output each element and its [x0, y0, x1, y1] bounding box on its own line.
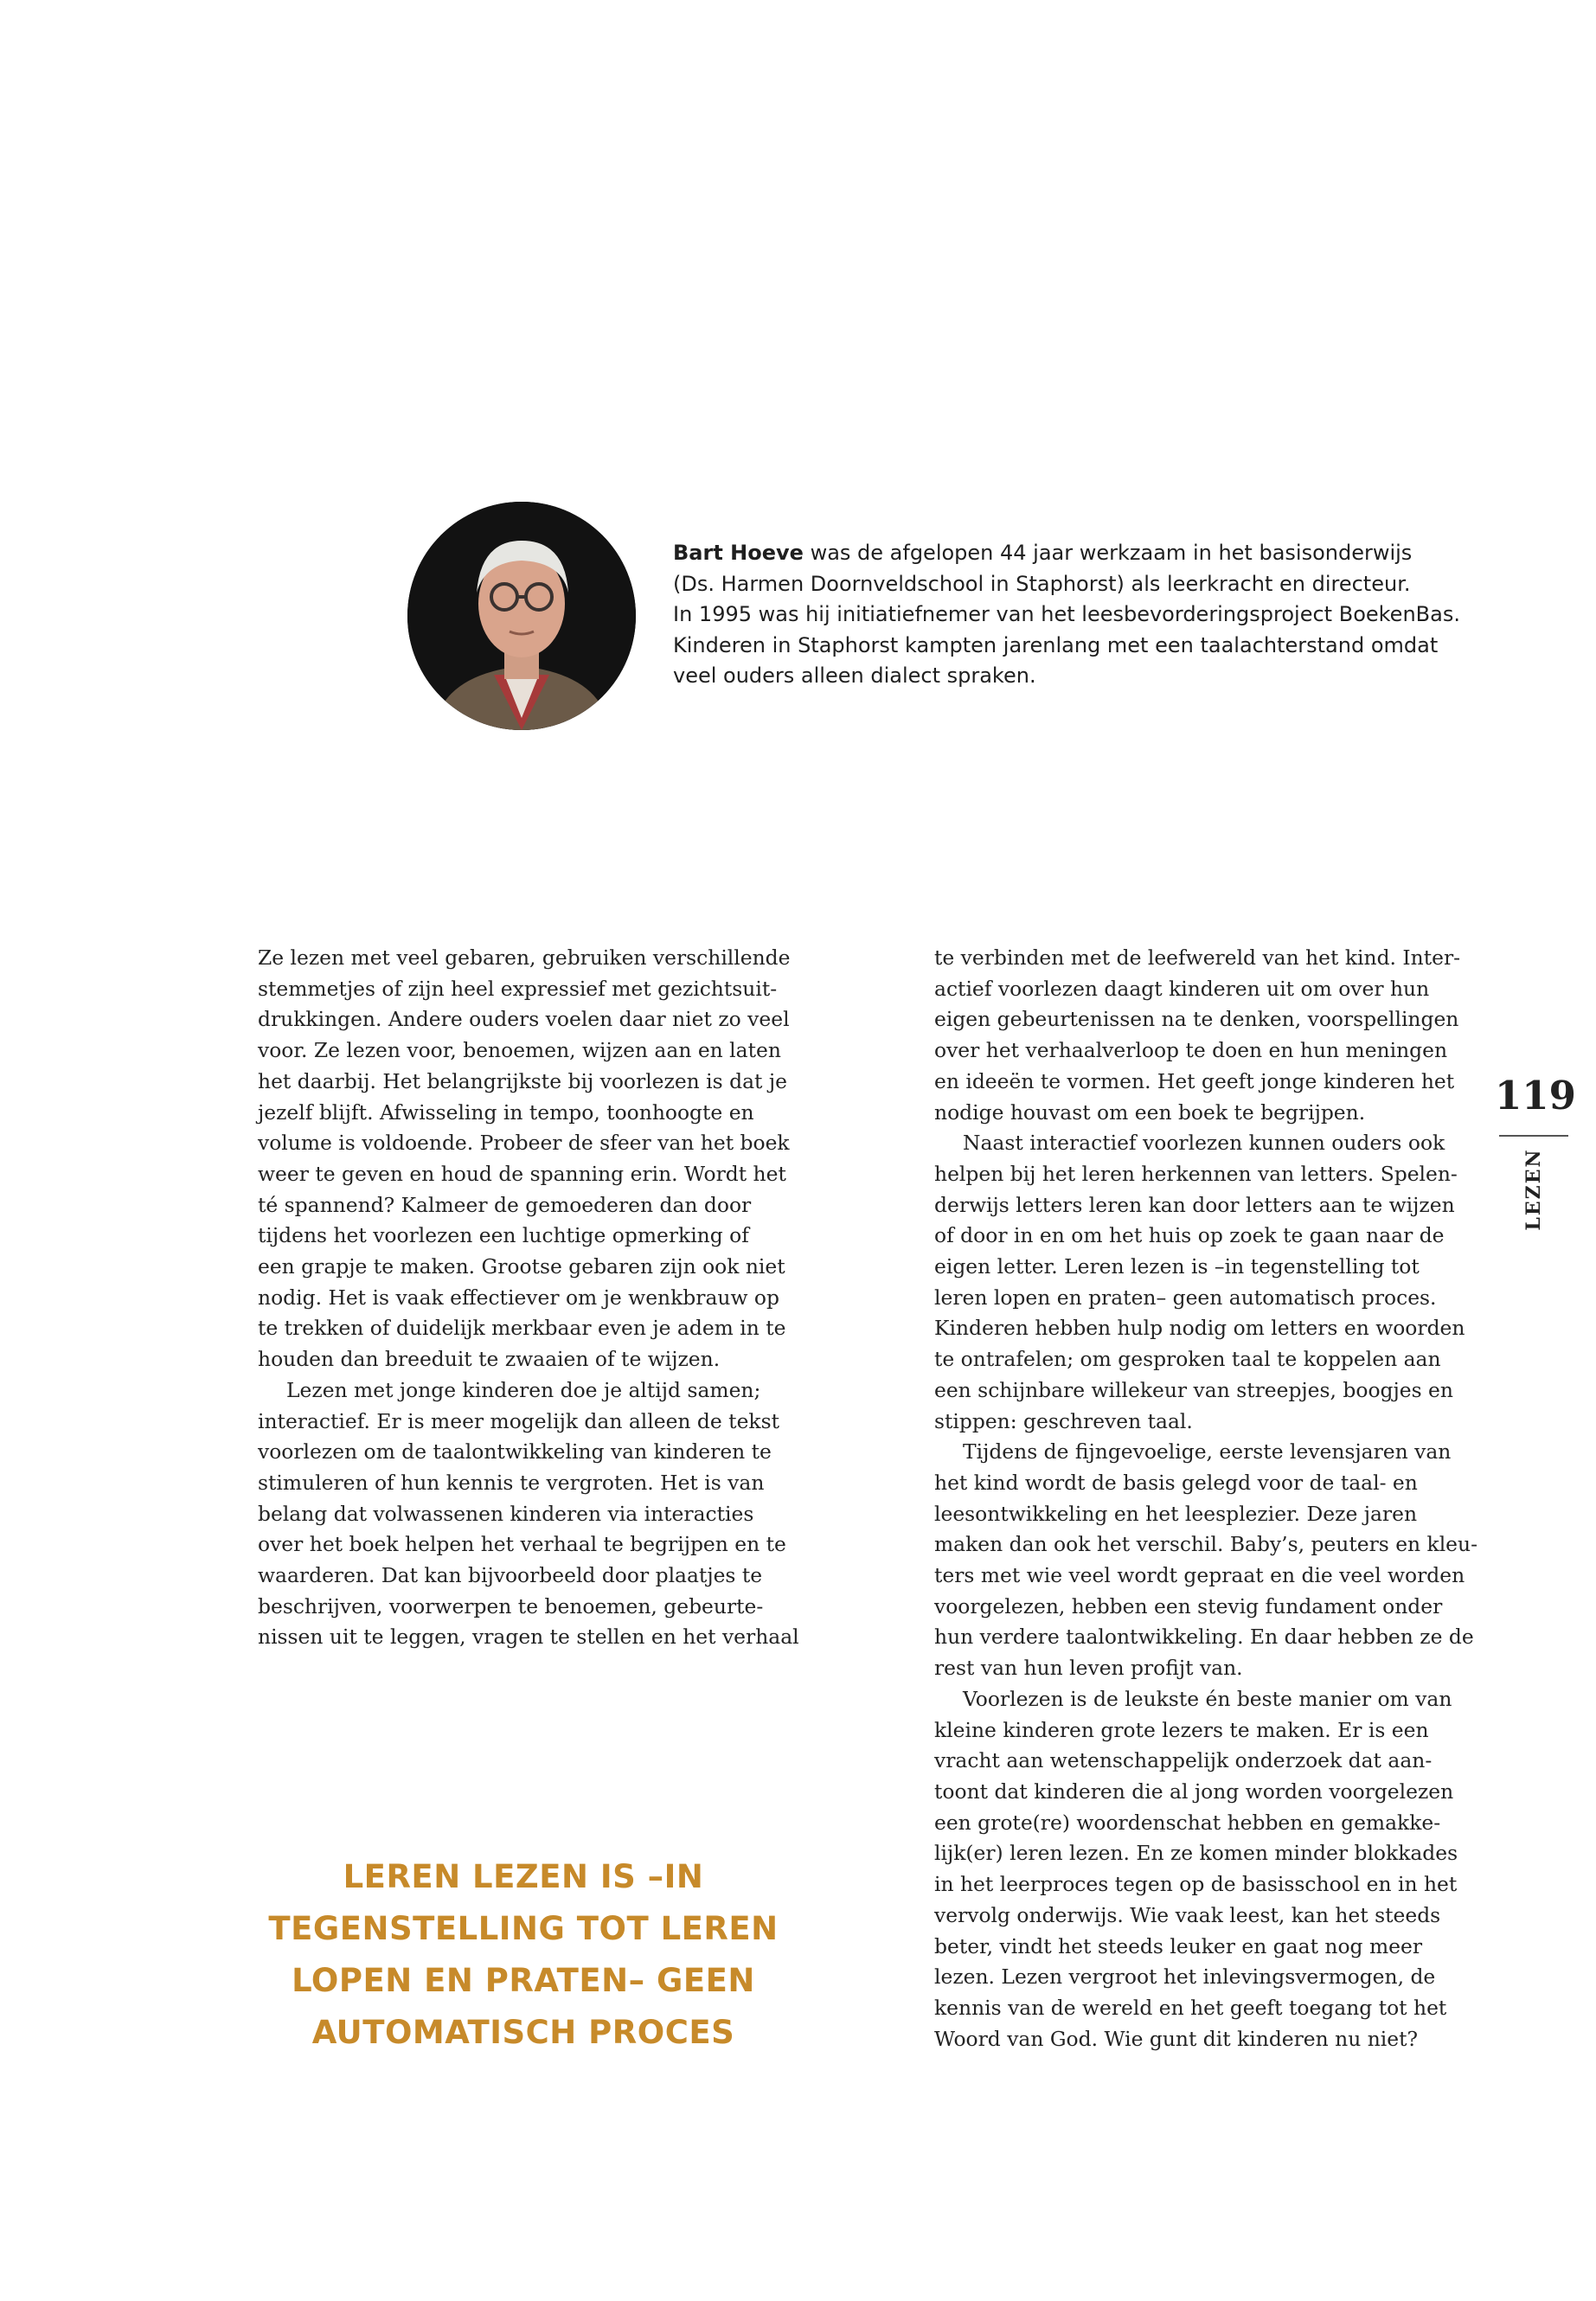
bio-line: Kinderen in Staphorst kampten jarenlang met een taalachterstand omdat — [673, 632, 1439, 657]
text-line: actief voorlezen daagt kinderen uit om over hun — [934, 976, 1430, 1001]
text-line: nissen uit te leggen, vragen te stellen en het verhaal — [258, 1625, 799, 1650]
text-line: interactief. Er is meer mogelijk dan alleen de tekst — [258, 1408, 780, 1433]
text-line: en ideeën te vormen. Het geeft jonge kinderen het — [934, 1068, 1455, 1093]
text-line: waarderen. Dat kan bijvoorbeeld door plaatjes te — [258, 1563, 763, 1588]
text-line: nodige houvast om een boek te begrijpen. — [934, 1099, 1366, 1125]
text-line: eigen gebeurtenissen na te denken, voorspellingen — [934, 1007, 1459, 1032]
text-line: leesontwikkeling en het leesplezier. Deze jaren — [934, 1501, 1418, 1526]
text-line: rest van hun leven profijt van. — [934, 1656, 1243, 1681]
text-line: ters met wie veel wordt gepraat en die veel worden — [934, 1563, 1465, 1588]
bio-line: In 1995 was hij initiatiefnemer van het leesbevorderingsproject BoekenBas. — [673, 602, 1460, 626]
text-line: stimuleren of hun kennis te vergroten. Het is van — [258, 1470, 765, 1495]
text-line: kennis van de wereld en het geeft toegang tot het — [934, 1995, 1447, 2020]
text-line: lijk(er) leren lezen. En ze komen minder blokkades — [934, 1841, 1458, 1866]
article-column-left — [258, 943, 799, 1653]
text-line: het kind wordt de basis gelegd voor de taal- en — [934, 1470, 1418, 1495]
pull-quote — [251, 1851, 796, 2059]
text-line: het daarbij. Het belangrijkste bij voorlezen is dat je — [258, 1068, 787, 1093]
text-line: of door in en om het huis op zoek te gaan naar de — [934, 1223, 1445, 1248]
text-line: beter, vindt het steeds leuker en gaat nog meer — [934, 1933, 1423, 1958]
text-line: lezen. Lezen vergroot het inlevingsvermogen, de — [934, 1965, 1436, 1990]
text-line: Ze lezen met veel gebaren, gebruiken verschillende — [258, 945, 791, 970]
author-portrait — [407, 502, 636, 730]
text-line: hun verdere taalontwikkeling. En daar hebben ze de — [934, 1625, 1474, 1650]
text-line: een grapje te maken. Grootse gebaren zijn ook niet — [258, 1254, 785, 1279]
text-line: té spannend? Kalmeer de gemoederen dan door — [258, 1192, 752, 1217]
bio-line: veel ouders alleen dialect spraken. — [673, 663, 1036, 688]
text-line: Tijdens de fijngevoelige, eerste levensjaren van — [963, 1439, 1452, 1465]
text-line: toont dat kinderen die al jong worden voorgelezen — [934, 1779, 1454, 1804]
text-line: Voorlezen is de leukste én beste manier om van — [963, 1686, 1452, 1711]
pull-quote-line: LOPEN EN PRATEN– GEEN — [292, 1962, 755, 1999]
text-line: belang dat volwassenen kinderen via interacties — [258, 1501, 754, 1526]
text-line: in het leerproces tegen op de basisschool en in het — [934, 1872, 1458, 1897]
text-line: voorlezen om de taalontwikkeling van kinderen te — [258, 1439, 772, 1465]
text-line: volume is voldoende. Probeer de sfeer van het boek — [258, 1131, 790, 1156]
text-line: derwijs letters leren kan door letters aan te wijzen — [934, 1192, 1455, 1217]
text-line: Kinderen hebben hulp nodig om letters en woorden — [934, 1316, 1465, 1341]
portrait-illustration — [407, 502, 636, 730]
text-line: helpen bij het leren herkennen van letters. Spelen- — [934, 1161, 1458, 1186]
text-line: voor. Ze lezen voor, benoemen, wijzen aan en laten — [258, 1038, 781, 1063]
text-line: stippen: geschreven taal. — [934, 1408, 1193, 1433]
text-line: drukkingen. Andere ouders voelen daar niet zo veel — [258, 1007, 790, 1032]
text-line: een grote(re) woordenschat hebben en gemakke- — [934, 1810, 1441, 1835]
bio-line: Bart Hoeve was de afgelopen 44 jaar werkzaam in het basisonderwijs — [673, 541, 1413, 565]
text-line: houden dan breeduit te zwaaien of te wijzen. — [258, 1347, 721, 1372]
text-line: vracht aan wetenschappelijk onderzoek dat aan- — [934, 1748, 1433, 1773]
author-name: Bart Hoeve — [673, 541, 804, 565]
text-line: een schijnbare willekeur van streepjes, boogjes en — [934, 1377, 1453, 1402]
text-line: voorgelezen, hebben een stevig fundament onder — [934, 1593, 1443, 1618]
article-column-right — [934, 943, 1477, 2054]
author-bio — [673, 538, 1460, 692]
text-line: stemmetjes of zijn heel expressief met gezichtsuit- — [258, 976, 778, 1001]
pull-quote-line: LEREN LEZEN IS –IN — [343, 1858, 704, 1895]
text-line: Lezen met jonge kinderen doe je altijd samen; — [286, 1377, 761, 1402]
text-line: eigen letter. Leren lezen is –in tegenstelling tot — [934, 1254, 1420, 1279]
text-line: nodig. Het is vaak effectiever om je wenkbrauw op — [258, 1285, 779, 1310]
page-number-divider — [1499, 1135, 1568, 1137]
text-line: over het verhaalverloop te doen en hun meningen — [934, 1038, 1448, 1063]
text-line: jezelf blijft. Afwisseling in tempo, toonhoogte en — [258, 1099, 754, 1125]
pull-quote-line: AUTOMATISCH PROCES — [311, 2014, 735, 2051]
text-line: beschrijven, voorwerpen te benoemen, gebeurte- — [258, 1593, 764, 1618]
section-label: LEZEN — [1522, 1148, 1545, 1231]
text-line: leren lopen en praten– geen automatisch proces. — [934, 1285, 1437, 1310]
text-line: weer te geven en houd de spanning erin. Wordt het — [258, 1161, 786, 1186]
text-line: Naast interactief voorlezen kunnen ouders ook — [963, 1131, 1445, 1156]
text-line: te ontrafelen; om gesproken taal te koppelen aan — [934, 1347, 1441, 1372]
page-number: 119 — [1495, 1073, 1576, 1118]
text-line: te verbinden met de leefwereld van het kind. Inter- — [934, 945, 1461, 970]
text-line: kleine kinderen grote lezers te maken. Er is een — [934, 1717, 1429, 1742]
text-line: vervolg onderwijs. Wie vaak leest, kan het steeds — [934, 1902, 1441, 1927]
text-line: tijdens het voorlezen een luchtige opmerking of — [258, 1223, 749, 1248]
pull-quote-line: TEGENSTELLING TOT LEREN — [268, 1910, 779, 1947]
text-line: over het boek helpen het verhaal te begrijpen en te — [258, 1532, 786, 1557]
text-line: Woord van God. Wie gunt dit kinderen nu niet? — [934, 2026, 1419, 2051]
bio-line: (Ds. Harmen Doornveldschool in Staphorst) als leerkracht en directeur. — [673, 571, 1411, 596]
text-line: maken dan ook het verschil. Baby’s, peuters en kleu- — [934, 1532, 1477, 1557]
text-line: te trekken of duidelijk merkbaar even je adem in te — [258, 1316, 786, 1341]
